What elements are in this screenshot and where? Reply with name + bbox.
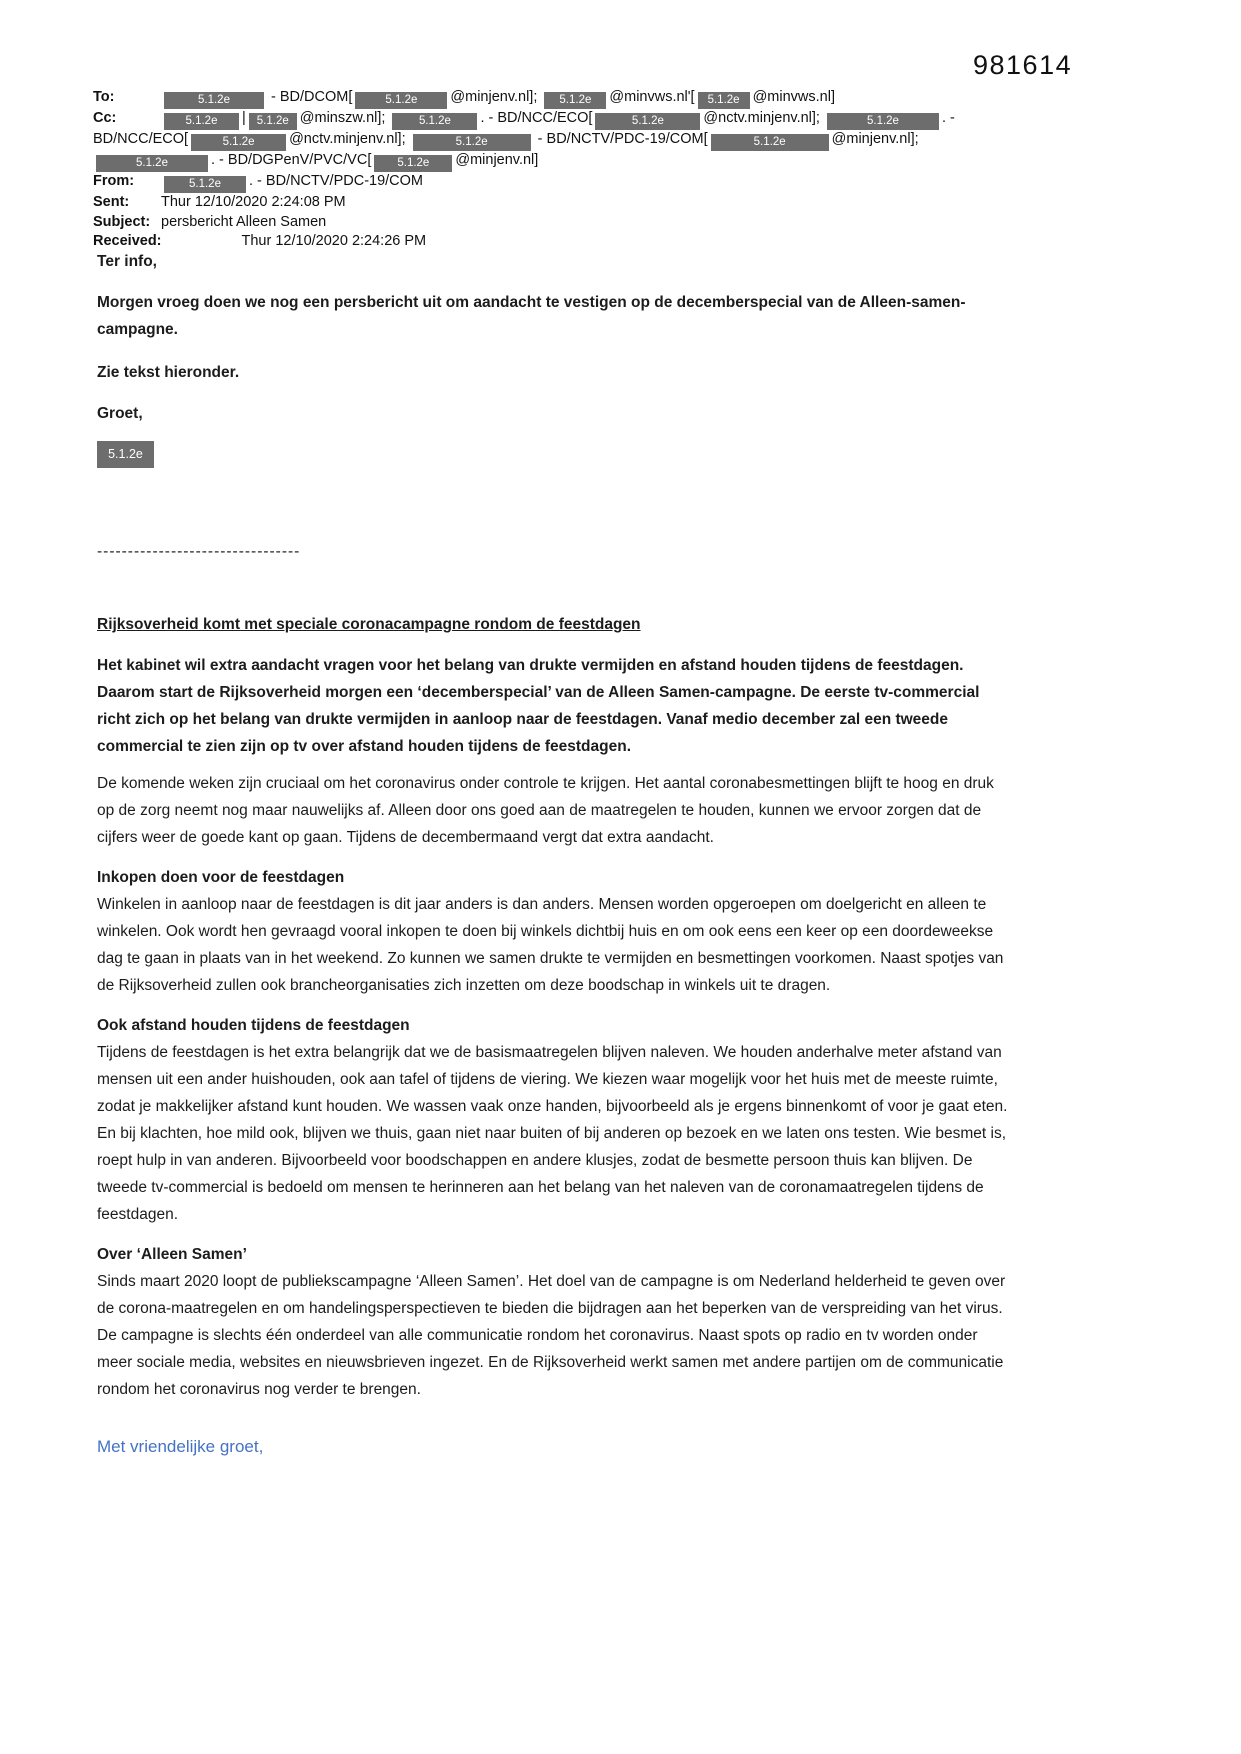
header-text: @nctv.minjenv.nl];: [289, 131, 410, 147]
header-text: . - BD/NCTV/PDC-19/COM: [249, 173, 424, 189]
intro-paragraph: Morgen vroeg doen we nog een persbericht uit om aandacht te vestigen op de decemberspecial van de Alleen-samen-campagne.: [97, 294, 966, 338]
subheading-distance: Ook afstand houden tijdens de feestdagen: [97, 1017, 410, 1034]
header-text: . -: [941, 110, 955, 126]
header-text: - BD/DCOM[: [267, 89, 353, 105]
redaction-box: 5.1.2e: [698, 92, 750, 109]
redaction-box: 5.1.2e: [164, 92, 264, 109]
redaction-box: 5.1.2e: [392, 113, 477, 130]
closing-salutation: Met vriendelijke groet,: [97, 1437, 264, 1456]
press-release-lead: Het kabinet wil extra aandacht vragen voor het belang van drukte vermijden en afstand houden tijdens de feestdagen. Daarom start de Rijksoverheid morgen een ‘decemberspecial’ van de Alleen Samen-campagne. De eerste tv-commercial richt zich op het belang van drukte vermijden in aanloop naar de feestdagen. Vanaf medio december zal een tweede commercial te zien zijn op tv over afstand houden tijdens de feestdagen.: [97, 657, 980, 755]
redaction-box: 5.1.2e: [164, 176, 246, 193]
separator-line: ---------------------------------: [97, 543, 301, 560]
header-field-label: Cc:: [93, 110, 117, 126]
redaction-box: 5.1.2e: [595, 113, 700, 130]
header-text: Thur 12/10/2020 2:24:26 PM: [241, 233, 427, 249]
header-text: . - BD/DGPenV/PVC/VC[: [211, 152, 372, 168]
subheading-about: Over ‘Alleen Samen’: [97, 1246, 247, 1263]
header-text: - BD/NCTV/PDC-19/COM[: [533, 131, 708, 147]
header-text: @minjenv.nl];: [450, 89, 542, 105]
signature-redaction: [97, 441, 1015, 468]
redaction-box: 5.1.2e: [97, 441, 154, 468]
see-text-line: Zie tekst hieronder.: [97, 364, 240, 381]
header-line-from: [93, 172, 1168, 193]
paragraph-distance: Tijdens de feestdagen is het extra belangrijk dat we de basismaatregelen blijven naleven. We houden anderhalve meter afstand van mensen uit een ander huishouden, ook aan tafel of tijdens de viering. We kiezen waar mogelijk voor het huis met de meeste ruimte, zodat je makkelijker afstand kunt houden. We wassen vaak onze handen, bijvoorbeeld als je ergens binnenkomt of voor je gaat eten. En bij klachten, hoe mild ook, blijven we thuis, gaan niet naar buiten of bij anderen op bezoek en we laten ons testen. Wie besmet is, roept hulp in van anderen. Bijvoorbeeld voor boodschappen en andere klusjes, zodat de besmette persoon thuis kan blijven. De tweede tv-commercial is bedoeld om mensen te herinneren aan het belang van het naleven van de coronamaatregelen tijdens de feestdagen.: [97, 1044, 1008, 1223]
header-text: @minszw.nl];: [299, 110, 390, 126]
header-line-cc-cont-2: [93, 151, 1168, 172]
header-line-sent: [93, 193, 1168, 213]
header-line-to: [93, 88, 1168, 109]
redaction-box: 5.1.2e: [191, 134, 286, 151]
redaction-box: 5.1.2e: [374, 155, 452, 172]
redaction-box: 5.1.2e: [827, 113, 939, 130]
header-text: persbericht Alleen Samen: [161, 213, 327, 230]
header-field-label: Received:: [93, 233, 162, 249]
header-field-label: Sent:: [93, 194, 130, 210]
header-field-label: Subject:: [93, 213, 151, 230]
header-field-label: To:: [93, 89, 115, 105]
doc-number: 981614: [973, 50, 1073, 80]
header-text: @nctv.minjenv.nl];: [703, 110, 824, 126]
redaction-box: 5.1.2e: [544, 92, 606, 109]
greeting-line: Ter info,: [97, 253, 157, 270]
header-text: @minjenv.nl]: [455, 152, 539, 168]
paragraph-about: Sinds maart 2020 loopt de publiekscampagne ‘Alleen Samen’. Het doel van de campagne is om Nederland helderheid te geven over de corona-maatregelen en om handelingsperspectieven te bieden die bijdragen aan het beperken van de verspreiding van het virus. De campagne is slechts één onderdeel van alle communicatie rondom het coronavirus. Naast spots op radio en tv worden onder meer sociale media, websites en nieuwsbrieven ingezet. En de Rijksoverheid werkt samen met andere partijen om de communicatie rondom het coronavirus nog verder te brengen.: [97, 1273, 1006, 1398]
email-header: [93, 88, 1168, 252]
header-text: BD/NCC/ECO[: [93, 131, 189, 147]
header-line-subject: [93, 213, 1168, 233]
header-text: . - BD/NCC/ECO[: [480, 110, 593, 126]
redaction-box: 5.1.2e: [96, 155, 208, 172]
redaction-box: 5.1.2e: [355, 92, 447, 109]
regards-line: Groet,: [97, 405, 143, 422]
header-text: @minvws.nl'[: [609, 89, 695, 105]
header-line-cc-cont-1: [93, 130, 1168, 151]
redaction-box: 5.1.2e: [164, 113, 239, 130]
subheading-shopping: Inkopen doen voor de feestdagen: [97, 869, 345, 886]
header-text: |: [242, 110, 246, 126]
paragraph-shopping: Winkelen in aanloop naar de feestdagen is dit jaar anders is dan anders. Mensen worden opgeroepen om doelgericht en alleen te winkelen. Ook wordt hen gevraagd vooral inkopen te doen bij winkels dichtbij huis en om ook eens een keer op een doordeweekse dag te gaan in plaats van in het weekend. Zo kunnen we samen drukte te vermijden en besmettingen voorkomen. Naast spotjes van de Rijksoverheid zullen ook brancheorganisaties zich inzetten om deze boodschap in winkels uit te dragen.: [97, 896, 1004, 994]
redaction-box: 5.1.2e: [249, 113, 297, 130]
redaction-box: 5.1.2e: [413, 134, 531, 151]
press-release-title: Rijksoverheid komt met speciale coronacampagne rondom de feestdagen: [97, 616, 641, 633]
header-line-cc: [93, 109, 1168, 130]
paragraph-coming-weeks: De komende weken zijn cruciaal om het coronavirus onder controle te krijgen. Het aantal coronabesmettingen blijft te hoog en druk op de zorg neemt nog maar nauwelijks af. Alleen door ons goed aan de maatregelen te houden, kunnen we ervoor zorgen dat de cijfers weer de goede kant op gaan. Tijdens de decembermaand vergt dat extra aandacht.: [97, 775, 994, 846]
header-text: @minjenv.nl];: [831, 131, 919, 147]
header-field-label: From:: [93, 173, 135, 189]
redaction-box: 5.1.2e: [711, 134, 829, 151]
header-text: Thur 12/10/2020 2:24:08 PM: [161, 194, 346, 210]
email-body: [97, 248, 1015, 1460]
header-text: @minvws.nl]: [752, 89, 835, 105]
